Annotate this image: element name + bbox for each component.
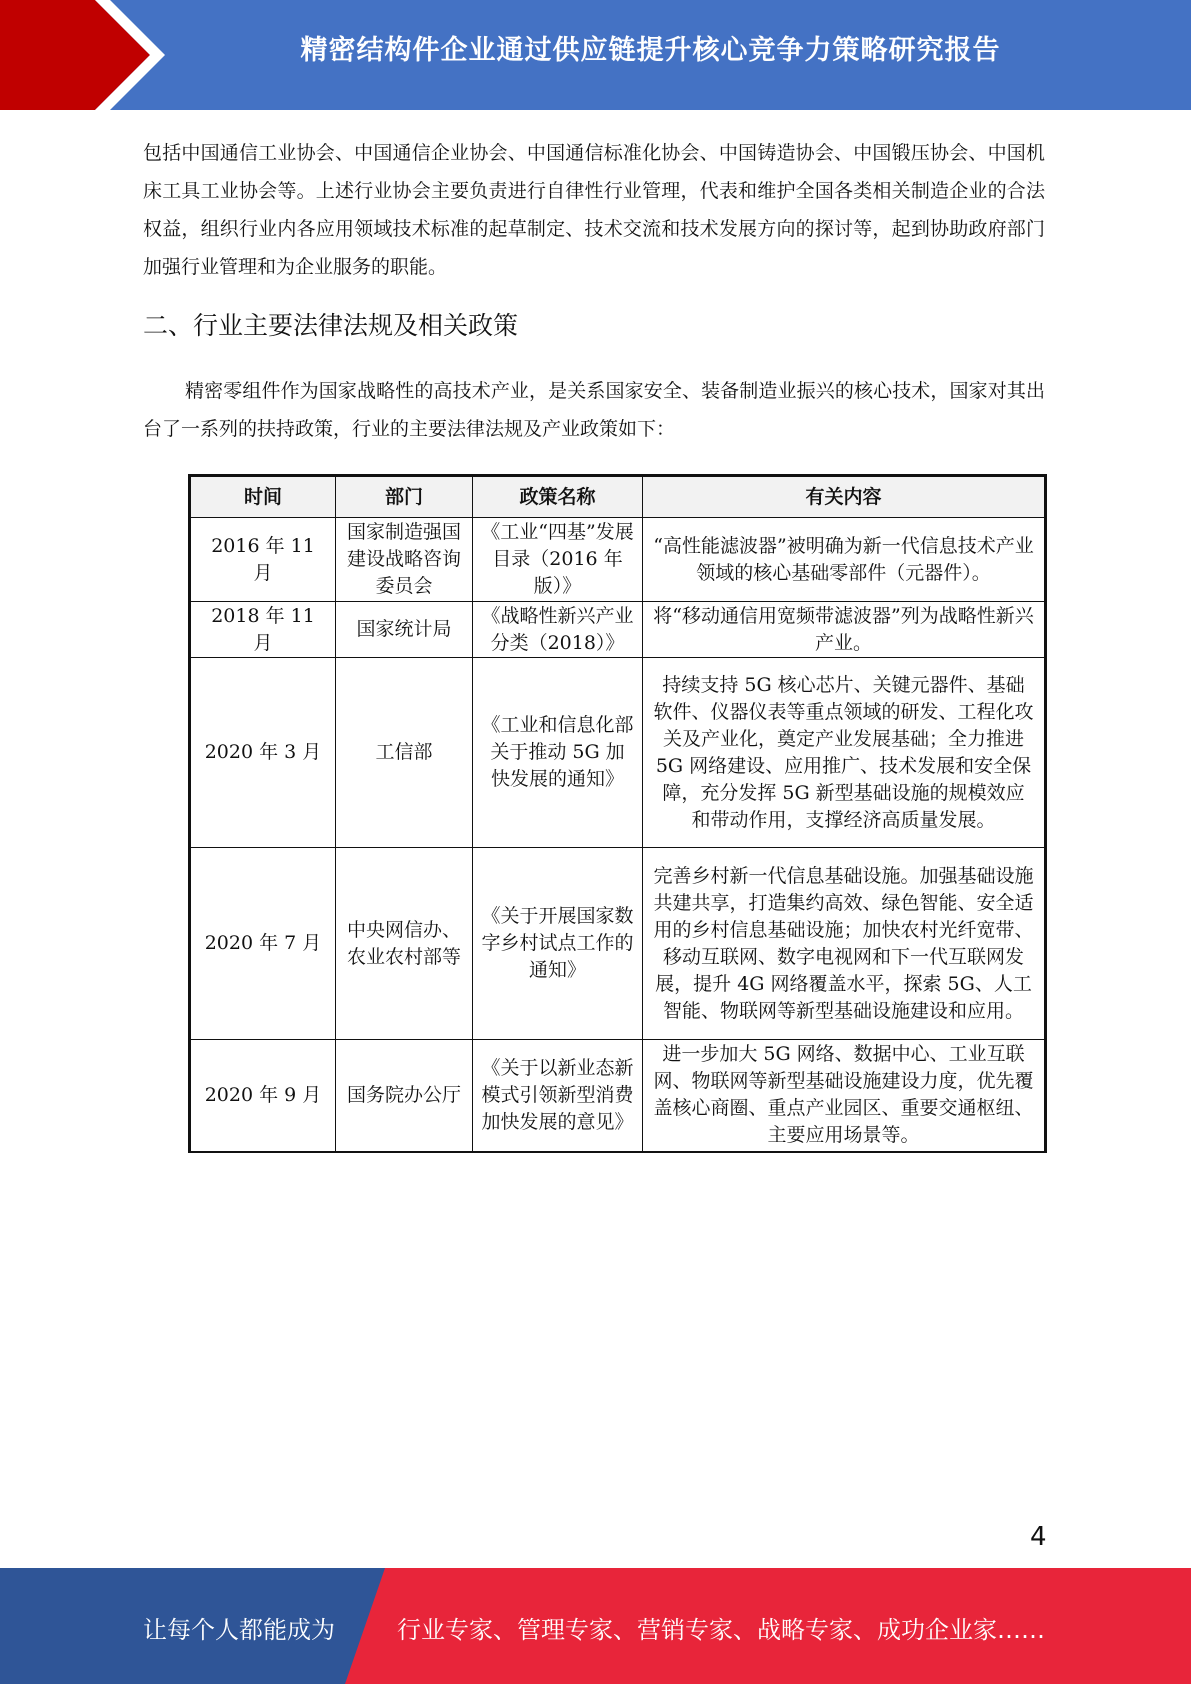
policy-table (188, 474, 1047, 1153)
page-number: 4 (1030, 1522, 1047, 1552)
table-header-row (190, 476, 1046, 518)
cell-content: 完善乡村新一代信息基础设施。加强基础设施共建共享，打造集约高效、绿色智能、安全适用的乡村信息基础设施；加快农村光纤宽带、移动互联网、数字电视网和下一代互联网发展，提升 4G 网络覆盖水平，探索 5G、人工智能、物联网等新型基础设施建设和应用。 (643, 848, 1046, 1040)
cell-time: 2020 年 7 月 (190, 848, 336, 1040)
header-content: 有关内容 (643, 476, 1046, 518)
cell-policy: 《战略性新兴产业分类（2018）》 (473, 602, 643, 658)
cell-content: 持续支持 5G 核心芯片、关键元器件、基础软件、仪器仪表等重点领域的研发、工程化攻关及产业化，奠定产业发展基础；全力推进 5G 网络建设、应用推广、技术发展和安全保障，充分发挥 5G 新型基础设施的规模效应和带动作用，支撑经济高质量发展。 (643, 658, 1046, 848)
cell-department: 国务院办公厅 (336, 1040, 473, 1152)
footer-slogan-right: 行业专家、管理专家、营销专家、战略专家、成功企业家…… (397, 1616, 1045, 1644)
cell-content: 将“移动通信用宽频带滤波器”列为战略性新兴产业。 (643, 602, 1046, 658)
cell-policy: 《工业“四基”发展目录（2016 年版）》 (473, 518, 643, 602)
cell-time: 2018 年 11 月 (190, 602, 336, 658)
cell-content: “高性能滤波器”被明确为新一代信息技术产业领域的核心基础零部件（元器件）。 (643, 518, 1046, 602)
report-title: 精密结构件企业通过供应链提升核心竞争力策略研究报告 (300, 35, 1001, 66)
cell-department: 工信部 (336, 658, 473, 848)
page-header (0, 0, 1191, 110)
footer-slogan-left: 让每个人都能成为 (143, 1616, 335, 1644)
section-paragraph: 精密零组件作为国家战略性的高技术产业，是关系国家安全、装备制造业振兴的核心技术，国家对其出台了一系列的扶持政策，行业的主要法律法规及产业政策如下： (143, 380, 1045, 440)
cell-department: 国家统计局 (336, 602, 473, 658)
cell-time: 2020 年 9 月 (190, 1040, 336, 1152)
header-policy-name: 政策名称 (473, 476, 643, 518)
cell-department: 国家制造强国建设战略咨询委员会 (336, 518, 473, 602)
cell-time: 2020 年 3 月 (190, 658, 336, 848)
table-row (190, 602, 1046, 658)
cell-time: 2016 年 11 月 (190, 518, 336, 602)
page-footer (0, 1568, 1191, 1684)
cell-policy: 《关于以新业态新模式引领新型消费加快发展的意见》 (473, 1040, 643, 1152)
section-heading: 二、行业主要法律法规及相关政策 (143, 311, 519, 340)
table-row (190, 1040, 1046, 1152)
cell-policy: 《关于开展国家数字乡村试点工作的通知》 (473, 848, 643, 1040)
cell-policy: 《工业和信息化部关于推动 5G 加快发展的通知》 (473, 658, 643, 848)
cell-content: 进一步加大 5G 网络、数据中心、工业互联网、物联网等新型基础设施建设力度，优先覆盖核心商圈、重点产业园区、重要交通枢纽、主要应用场景等。 (643, 1040, 1046, 1152)
table-row (190, 848, 1046, 1040)
header-time: 时间 (190, 476, 336, 518)
table-row (190, 518, 1046, 602)
header-department: 部门 (336, 476, 473, 518)
intro-paragraph: 包括中国通信工业协会、中国通信企业协会、中国通信标准化协会、中国铸造协会、中国锻压协会、中国机床工具工业协会等。上述行业协会主要负责进行自律性行业管理，代表和维护全国各类相关制造企业的合法权益，组织行业内各应用领域技术标准的起草制定、技术交流和技术发展方向的探讨等，起到协助政府部门加强行业管理和为企业服务的职能。 (143, 142, 1045, 278)
table-row (190, 658, 1046, 848)
cell-department: 中央网信办、农业农村部等 (336, 848, 473, 1040)
